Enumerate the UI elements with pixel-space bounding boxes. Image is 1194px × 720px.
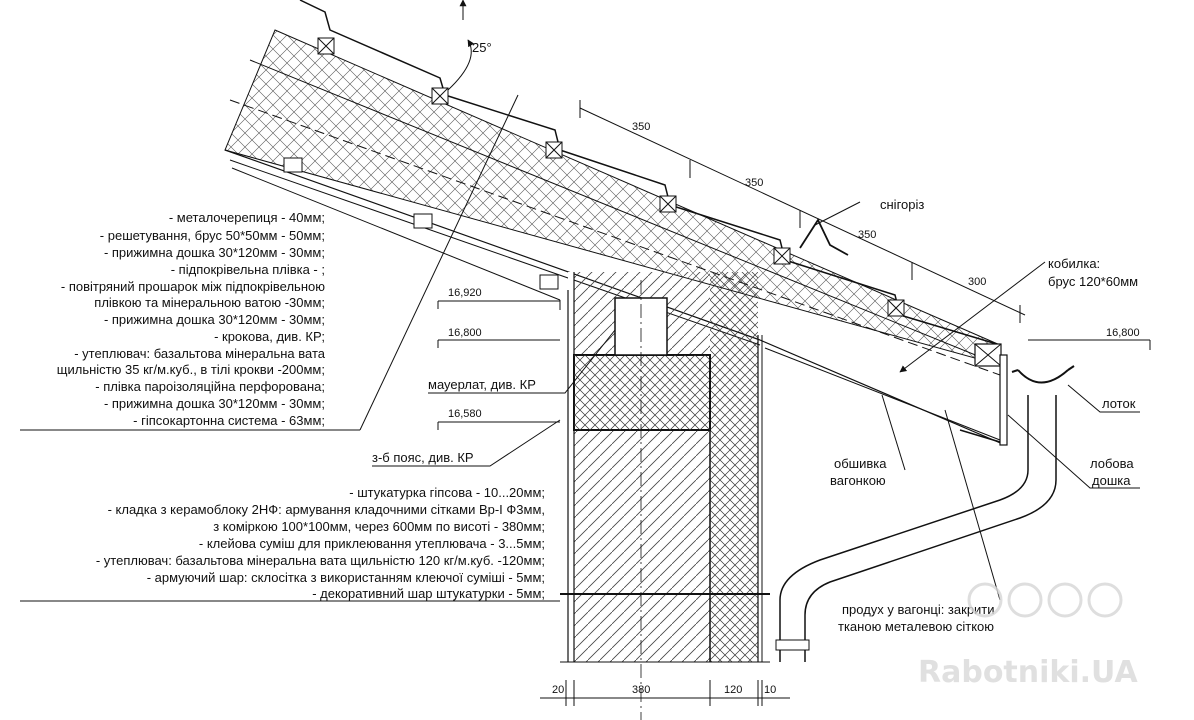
svg-text:- гіпсокартонна система - 63: - гіпсокартонна система - 63мм; [133,413,325,428]
vent-label-2: тканою металевою сіткою [838,619,995,634]
svg-text:- підпокрівельна плівка - ;: - підпокрівельна плівка - ; [170,262,325,277]
svg-text:з коміркою 100*100мм, через 60: з коміркою 100*100мм, через 600мм по висоті - 380мм; [213,519,545,534]
snow-guard-label: снігоріз [880,197,925,212]
svg-text:- прижимна дошка 30*120мм -: - прижимна дошка 30*120мм - 30мм; [103,396,325,411]
level-16920: 16,920 [448,287,482,299]
svg-text:- плівка пароізоляційна перфор: - плівка пароізоляційна перфорована; [95,379,325,394]
level-16800: 16,800 [448,327,482,339]
angle-label: 25° [472,40,492,55]
roof-dim-2: 350 [745,177,764,189]
svg-text:- армуючий шар: склосітка з ви: - армуючий шар: склосітка з використанням клеючої суміші - 5мм; [146,570,545,585]
fascia-label-1: лобова [1090,456,1134,471]
roof-dim-3: 350 [858,229,877,241]
svg-text:- металочерепиця - 40мм;: - металочерепиця - 40мм; [168,210,325,225]
roof-dim-1: 350 [632,121,651,133]
level-markers [438,301,1150,430]
level-16800-right: 16,800 [1106,327,1140,339]
watermark-logo [918,584,1138,690]
svg-text:- утеплювач: базальтова мінера: - утеплювач: базальтова мінеральна вата щильністю 120 кг/м.куб. -120мм; [95,553,545,568]
vent-label-1: продух у вагонці: закрити [842,602,995,617]
roof-dim-4: 300 [968,276,987,288]
svg-text:- повітряний прошарок між підп: - повітряний прошарок між підпокрівельною [60,279,325,294]
cladding-label-1: обшивка [834,456,887,471]
watermark-text: Rabotniki.UA [918,655,1138,690]
svg-text:- штукатурка гіпсова - 10...: - штукатурка гіпсова - 10...20мм; [349,485,545,500]
wall-dim-10: 10 [764,684,777,696]
kobylka-size-label: брус 120*60мм [1048,274,1139,289]
wall-layers-list [20,485,560,601]
svg-text:- утеплювач: базальтова мінера: - утеплювач: базальтова мінеральна вата [74,346,325,361]
svg-text:- клейова суміш для приклеюван: - клейова суміш для приклеювання утеплювача - 3...5мм; [198,536,545,551]
wall-dimension-line [540,680,790,706]
svg-text:щильністю 35 кг/м.куб., в тілі: щильністю 35 кг/м.куб., в тілі крокви -200мм; [56,362,325,377]
fascia-label-2: дошка [1092,473,1131,488]
wall-dim-380: 380 [632,684,651,696]
svg-text:- решетування, брус 50*50мм: - решетування, брус 50*50мм - 50мм; [99,228,325,243]
svg-text:- прижимна дошка 30*120мм -: - прижимна дошка 30*120мм - 30мм; [103,312,325,327]
cladding-label-2: вагонкою [830,473,886,488]
svg-text:плівкою та мінеральною ватою: плівкою та мінеральною ватою -30мм; [94,295,325,310]
level-16580: 16,580 [448,408,482,420]
kobylka-label: кобилка: [1048,256,1101,271]
svg-text:- декоративний шар штукатурки: - декоративний шар штукатурки - 5мм; [312,586,545,601]
svg-text:- кладка з керамоблоку 2НФ: ар: - кладка з керамоблоку 2НФ: армування кладочними сітками Вр-І Ф3мм, [107,502,545,517]
snow-guard-icon [800,202,860,255]
wall-dim-120: 120 [724,684,743,696]
wall-dim-20: 20 [552,684,565,696]
svg-text:- крокова, див. КР;: - крокова, див. КР; [214,329,325,344]
gutter-label: лоток [1102,396,1136,411]
mauerlat-label: мауерлат, див. КР [428,377,536,392]
wall-section [560,272,770,720]
svg-text:- прижимна дошка 30*120мм -: - прижимна дошка 30*120мм - 30мм; [103,245,325,260]
belt-label: з-б пояс, див. КР [372,450,474,465]
